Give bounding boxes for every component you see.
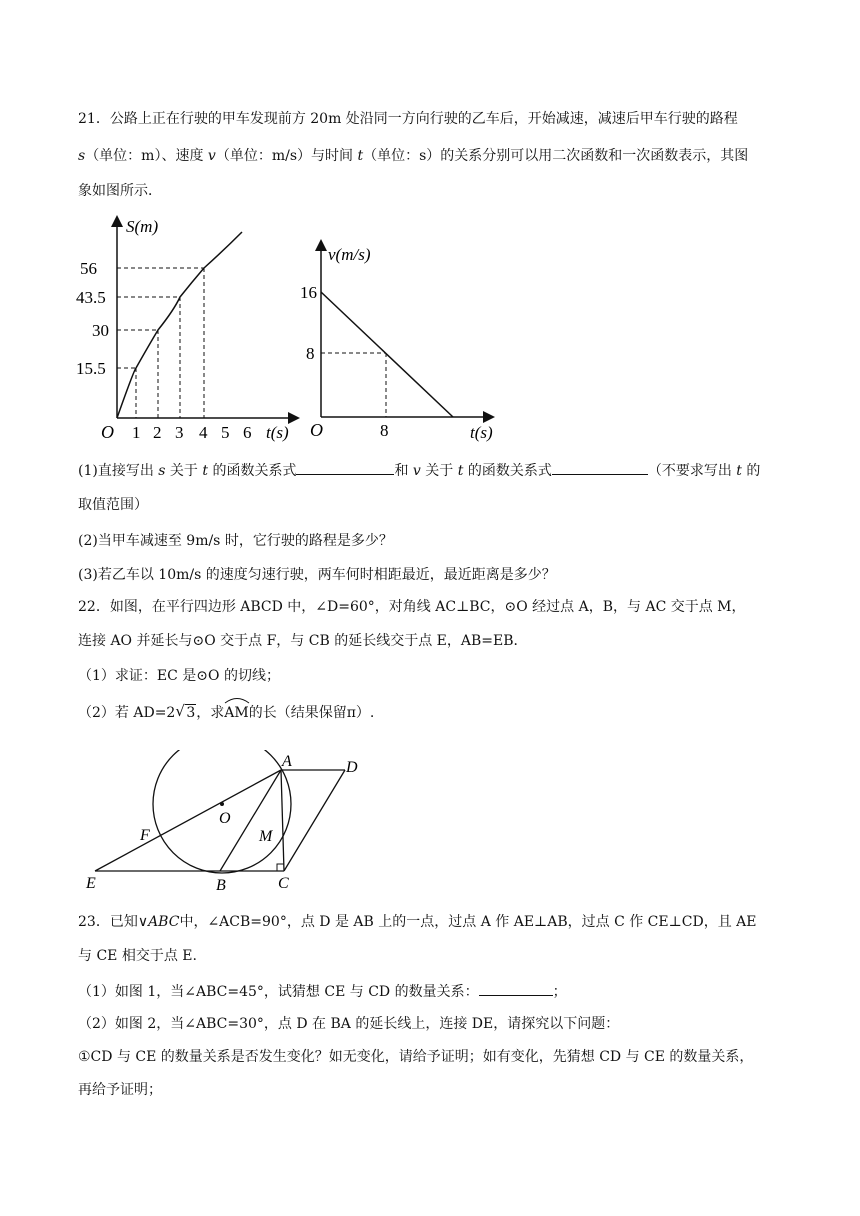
v-xtick-8: 8: [380, 421, 389, 440]
s-origin: O: [101, 422, 114, 442]
s-xtick-5: 5: [221, 423, 230, 442]
q21-part2: (2)当甲车减速至 9m/s 时，它行驶的路程是多少？: [78, 533, 393, 549]
graph-s-t: [74, 210, 314, 446]
q23-part2-i-line2: 再给予证明；: [78, 1082, 162, 1098]
s-xtick-6: 6: [243, 423, 252, 442]
graph-v-t: [300, 236, 510, 446]
q23-part2: （2）如图 2，当∠ABC=30°，点 D 在 BA 的延长线上，连接 DE，请探究以下问题：: [78, 1016, 620, 1032]
answer-blank-q23[interactable]: [479, 981, 553, 996]
s-xtick-4: 4: [199, 423, 208, 442]
s-tick-15.5: 15.5: [76, 359, 106, 378]
s-tick-30: 30: [92, 321, 109, 340]
q21-line1: 21．公路上正在行驶的甲车发现前方 20m 处沿同一方向行驶的乙车后，开始减速，减速后甲车行驶的路程: [78, 111, 738, 127]
label-F: F: [140, 827, 150, 844]
q22-line2: 连接 AO 并延长与⊙O 交于点 F，与 CB 的延长线交于点 E，AB=EB．: [78, 633, 528, 649]
label-D: D: [346, 759, 358, 776]
label-M: M: [259, 828, 273, 845]
q23-part2-i-line1: ①CD 与 CE 的数量关系是否发生变化？如无变化，请给予证明；如有变化，先猜想 CD 与 CE 的数量关系，: [78, 1049, 754, 1065]
s-xtick-1: 1: [132, 423, 141, 442]
q23-part1: （1）如图 1，当∠ABC=45°，试猜想 CE 与 CD 的数量关系： ；: [78, 981, 567, 1002]
answer-blank-v[interactable]: [552, 460, 648, 475]
s-x-axis-label: t(s): [266, 423, 289, 442]
label-O: O: [219, 810, 231, 827]
q22-line1: 22．如图，在平行四边形 ABCD 中，∠D=60°，对角线 AC⊥BC，⊙O 经过点 A，B，与 AC 交于点 M，: [78, 599, 746, 615]
s-xtick-2: 2: [153, 423, 162, 442]
v-tick-8: 8: [306, 344, 315, 363]
q22-part1: （1）求证：EC 是⊙O 的切线；: [78, 668, 280, 684]
q21-line3: 象如图所示．: [78, 183, 162, 199]
v-axis-label: v(m/s): [328, 245, 371, 264]
label-C: C: [278, 875, 289, 892]
q22-part2: （2）若 AD=2√ 3，求 AM的长（结果保留π）.: [78, 700, 374, 723]
q21-part3: (3)若乙车以 10m/s 的速度匀速行驶，两车何时相距最近，最近距离是多少？: [78, 567, 556, 583]
s-xtick-3: 3: [175, 423, 184, 442]
q21-line2: s（单位：m）、速度 v（单位：m/s）与时间 t（单位：s）的关系分别可以用二次函数和一次函数表示，其图: [78, 148, 749, 164]
q21-part1: (1)直接写出 s 关于 t 的函数关系式 和 v 关于 t 的函数关系式 （不要求写出 t 的: [78, 460, 760, 481]
s-axis-label: S(m): [126, 217, 159, 236]
q23-line2: 与 CE 相交于点 E.: [78, 948, 197, 964]
arc-am: AM: [224, 700, 248, 723]
label-B: B: [216, 877, 226, 894]
s-tick-43.5: 43.5: [76, 288, 106, 307]
answer-blank-s[interactable]: [296, 460, 394, 475]
label-E: E: [86, 875, 96, 892]
q21-part1-line2: 取值范围）: [78, 497, 148, 513]
label-A: A: [282, 753, 292, 770]
geometry-figure-q22: [82, 750, 372, 900]
s-tick-56: 56: [80, 259, 97, 278]
v-origin: O: [310, 420, 323, 440]
v-tick-16: 16: [300, 283, 317, 302]
v-x-axis-label: t(s): [470, 423, 493, 442]
q23-line1: 23．已知∨ABC中，∠ACB=90°，点 D 是 AB 上的一点，过点 A 作 AE⊥AB，过点 C 作 CE⊥CD，且 AE: [78, 914, 757, 930]
